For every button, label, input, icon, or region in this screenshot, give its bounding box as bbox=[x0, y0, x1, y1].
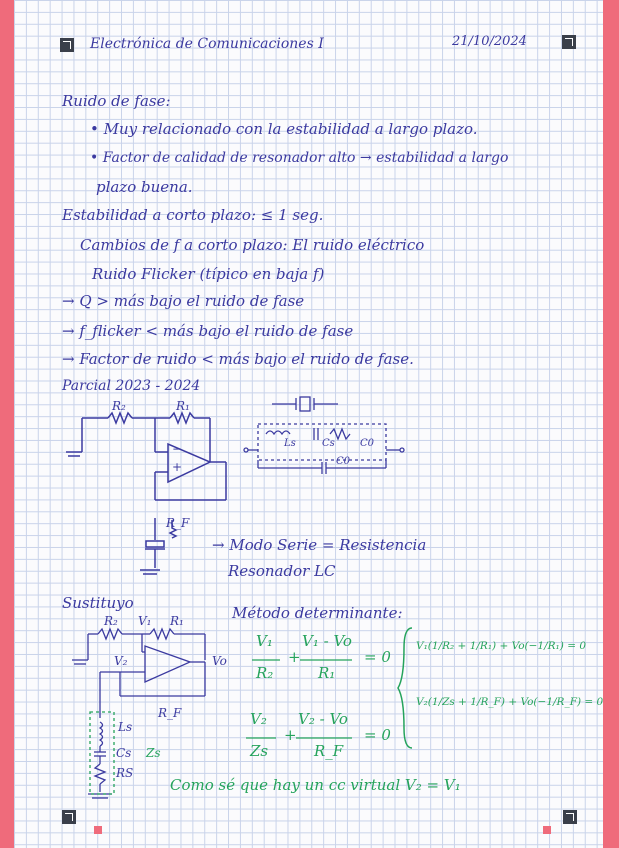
bullet-estabilidad-largo-plazo: • Muy relacionado con la estabilidad a largo plazo. bbox=[90, 120, 478, 138]
eq1-plus: + bbox=[288, 648, 301, 666]
circuit1-minus: − bbox=[172, 442, 183, 456]
eq1-term1-denominator: R₂ bbox=[256, 664, 274, 682]
heading-parcial: Parcial 2023 - 2024 bbox=[62, 378, 201, 394]
eq2-term1-denominator: Zs bbox=[250, 742, 269, 760]
eq2-equals-zero: = 0 bbox=[364, 726, 391, 744]
eq1-term2-denominator: R₁ bbox=[318, 664, 336, 682]
eq2-plus: + bbox=[284, 726, 297, 744]
crystal-cs-label: Cs bbox=[322, 438, 335, 449]
circuit2-v1-label: V₁ bbox=[138, 614, 152, 628]
circuit2-r2-label: R₂ bbox=[104, 614, 118, 628]
arrow-factor-ruido: → Factor de ruido < más bajo el ruido de fase. bbox=[62, 350, 414, 368]
page-date: 21/10/2024 bbox=[452, 34, 527, 49]
eq2-term2-denominator: R_F bbox=[314, 742, 344, 760]
crystal-ls-label: Ls bbox=[284, 438, 296, 449]
ruido-flicker: Ruido Flicker (típico en baja f) bbox=[92, 265, 325, 283]
circuit2-cs-label: Cs bbox=[116, 746, 132, 760]
determinant-matrix-row-2: V₂(1/Zs + 1/R_F) + Vo(−1/R_F) = 0 bbox=[416, 696, 604, 708]
eq2-term1-numerator: V₂ bbox=[250, 710, 267, 728]
heading-sustituyo: Sustituyo bbox=[62, 594, 134, 612]
circuit2-r1-label: R₁ bbox=[170, 614, 184, 628]
circuit2-zs-label: Zs bbox=[146, 746, 161, 760]
circuit2-v2-label: V₂ bbox=[114, 654, 128, 668]
crystal-c0-label-b: C0 bbox=[336, 456, 351, 467]
bullet-factor-calidad-cont: plazo buena. bbox=[96, 178, 193, 196]
circuit2-rf-label: R_F bbox=[158, 706, 182, 720]
resonador-lc-note: Resonador LC bbox=[228, 562, 336, 580]
circuit2-ls-label: Ls bbox=[118, 720, 133, 734]
eq2-term2-numerator: V₂ - Vo bbox=[298, 710, 348, 728]
heading-estabilidad-corto-plazo: Estabilidad a corto plazo: ≤ 1 seg. bbox=[62, 206, 324, 224]
cambios-corto-plazo: Cambios de f a corto plazo: El ruido eléctrico bbox=[80, 236, 425, 254]
heading-metodo-determinante: Método determinante: bbox=[232, 604, 403, 622]
eq1-term2-numerator: V₁ - Vo bbox=[302, 632, 352, 650]
page-title: Electrónica de Comunicaciones I bbox=[90, 36, 324, 52]
crystal-c0-label-a: C0 bbox=[360, 438, 375, 449]
circuit1-r1-label: R₁ bbox=[176, 399, 190, 413]
determinant-matrix-row-1: V₁(1/R₂ + 1/R₁) + Vo(−1/R₁) = 0 bbox=[416, 640, 587, 652]
arrow-q-ruido: → Q > más bajo el ruido de fase bbox=[62, 292, 305, 310]
circuit2-vo-label: Vo bbox=[212, 654, 227, 668]
circuit1-rf-label: R_F bbox=[166, 516, 190, 530]
bullet-factor-calidad: • Factor de calidad de resonador alto → estabilidad a largo bbox=[90, 150, 509, 166]
circuit2-rs-label: RS bbox=[116, 766, 134, 780]
conclusion-cc-virtual: Como sé que hay un cc virtual V₂ = V₁ bbox=[170, 776, 461, 794]
circuit1-r2-label: R₂ bbox=[112, 399, 126, 413]
eq1-term1-numerator: V₁ bbox=[256, 632, 273, 650]
heading-ruido-de-fase: Ruido de fase: bbox=[62, 92, 171, 110]
arrow-flicker-ruido: → f_flicker < más bajo el ruido de fase bbox=[62, 322, 354, 340]
modo-serie-note: → Modo Serie = Resistencia bbox=[212, 536, 427, 554]
circuit1-plus: + bbox=[172, 460, 183, 474]
eq1-equals-zero: = 0 bbox=[364, 648, 391, 666]
